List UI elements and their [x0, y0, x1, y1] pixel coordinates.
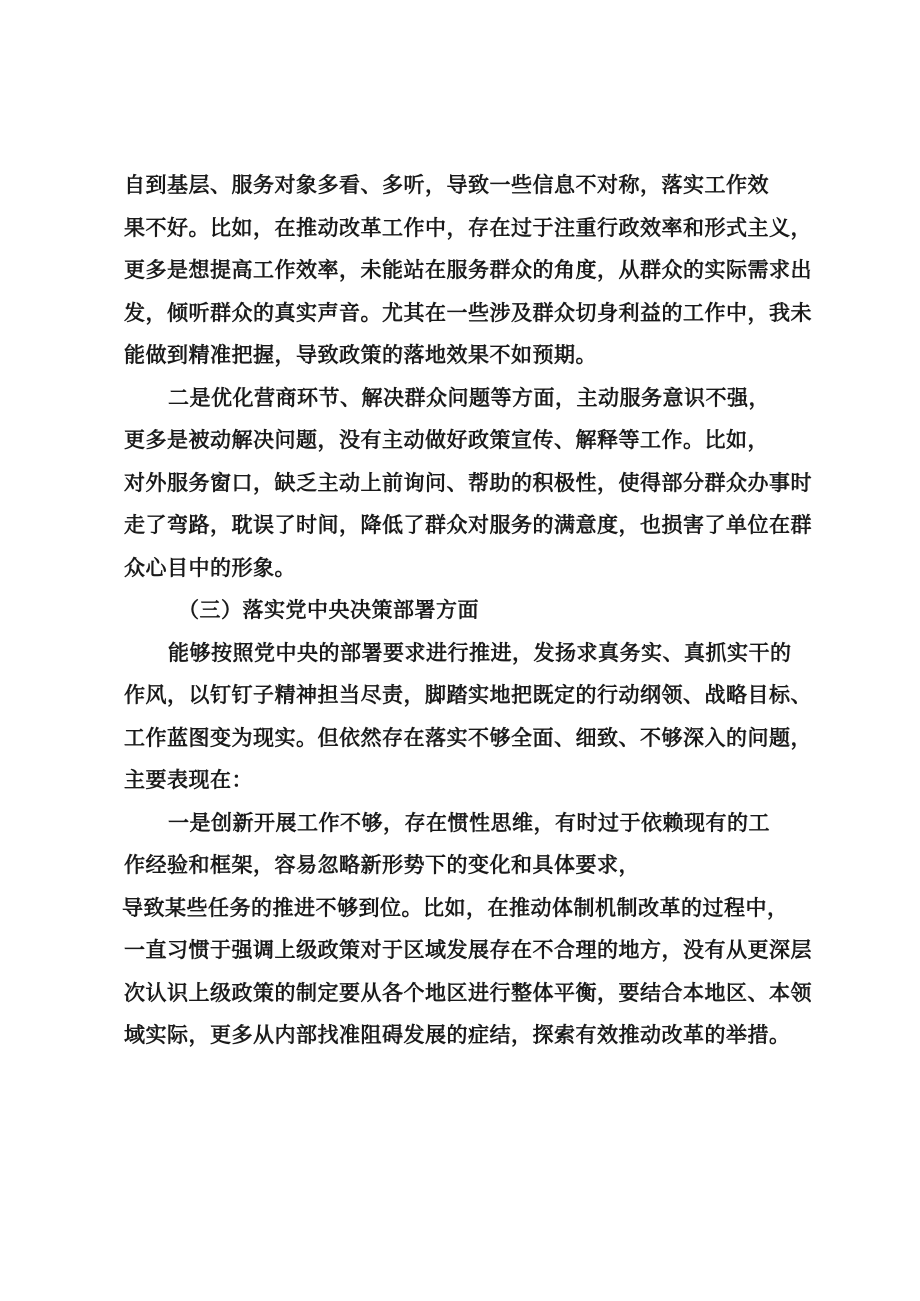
- paragraph-point-one: [124, 802, 806, 887]
- text-line: 能够按照党中央的部署要求进行推进，发扬求真务实、真抓实干的: [168, 639, 792, 665]
- text-line: 一直习惯于强调上级政策对于区域发展存在不合理的地方，没有从更深层: [124, 937, 812, 962]
- text-line: 作经验和框架，容易忽略新形势下的变化和具体要求，: [124, 852, 640, 877]
- text-line: 更多是被动解决问题，没有主动做好政策宣传、解释等工作。比如，: [124, 427, 769, 452]
- section-heading: [124, 589, 806, 632]
- paragraph-point-two: [124, 377, 812, 590]
- text-line: 众心目中的形象。: [124, 554, 296, 580]
- text-line: 二是优化营商环节、解决群众问题等方面，主动服务意识不强，: [168, 384, 770, 410]
- text-line: 主要表现在：: [124, 767, 253, 792]
- text-line: 发，倾听群众的真实声音。尤其在一些涉及群众切身利益的工作中，我未: [124, 299, 812, 325]
- text-line: 导致某些任务的推进不够到位。比如，在推动体制机制改革的过程中，: [122, 894, 789, 920]
- text-line: 更多是想提高工作效率，未能站在服务群众的角度，从群众的实际需求出: [124, 257, 812, 282]
- text-line: 自到基层、服务对象多看、多听，导致一些信息不对称，落实工作效: [124, 172, 769, 197]
- text-line: 作风，以钉钉子精神担当尽责，脚踏实地把既定的行动纲领、战略目标、: [124, 682, 812, 707]
- paragraph-point-one-continued: [122, 887, 812, 1057]
- text-line: 次认识上级政策的制定要从各个地区进行整体平衡，要结合本地区、本领: [124, 979, 812, 1005]
- text-line: 对外服务窗口，缺乏主动上前询问、帮助的积极性，使得部分群众办事时: [124, 469, 812, 495]
- text-line: 走了弯路，耽误了时间，降低了群众对服务的满意度，也损害了单位在群: [124, 512, 812, 537]
- heading-text: （三）落实党中央决策部署方面: [178, 597, 479, 622]
- text-line: 一是创新开展工作不够，存在惯性思维，有时过于依赖现有的工: [168, 809, 770, 835]
- paragraph-continuation: [124, 164, 812, 377]
- text-line: 能做到精准把握，导致政策的落地效果不如预期。: [124, 342, 597, 367]
- text-line: 域实际，更多从内部找准阻碍发展的症结，探索有效推动改革的举措。: [124, 1022, 791, 1047]
- text-line: 工作蓝图变为现实。但依然存在落实不够全面、细致、不够深入的问题，: [124, 724, 812, 750]
- text-line: 果不好。比如，在推动改革工作中，存在过于注重行政效率和形式主义，: [124, 214, 812, 240]
- document-body: [122, 164, 812, 1057]
- paragraph-section-intro: [124, 632, 812, 802]
